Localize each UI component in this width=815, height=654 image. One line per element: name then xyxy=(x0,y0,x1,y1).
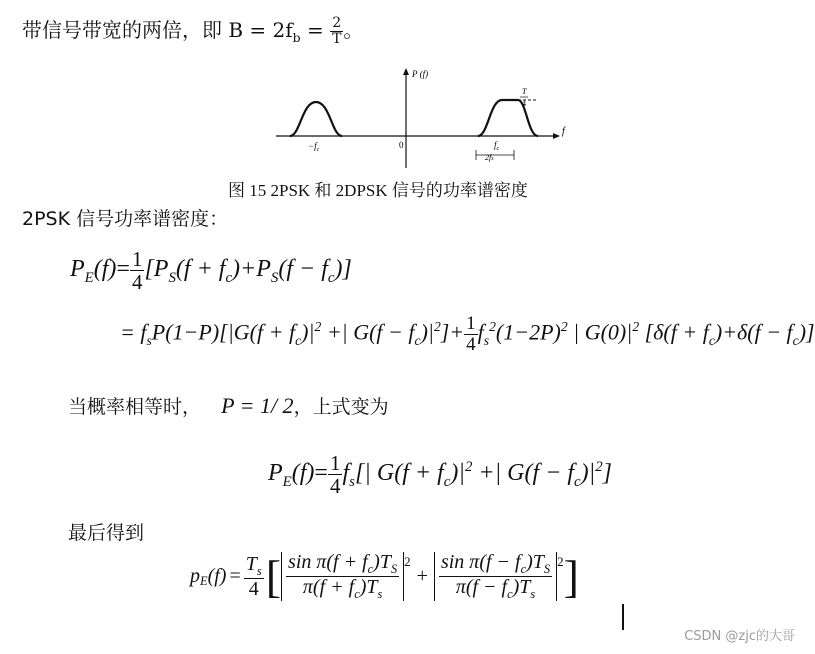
eq3-a-sub: s xyxy=(349,473,355,490)
eq4-n1-sub: c xyxy=(367,562,374,576)
eq4-n2b-sub: S xyxy=(543,562,551,576)
eq4-ts-sub: s xyxy=(256,563,262,578)
pos-fc-text: f xyxy=(494,140,497,150)
width-label xyxy=(485,153,494,162)
figure-caption: 图 15 2PSK 和 2DPSK 信号的功率谱密度 xyxy=(228,181,528,200)
condition-formula: P = 1/ 2 xyxy=(221,393,294,418)
eq2-h-sup: 2 xyxy=(560,319,568,335)
condition-prefix: 当概率相等时， xyxy=(68,396,202,418)
neg-fc-sub: c xyxy=(316,147,320,153)
eq2-j: [δ(f + f xyxy=(639,319,709,345)
eq3-c: )| xyxy=(450,460,465,487)
frac-den: T xyxy=(332,31,342,47)
eq3-frac-den: 4 xyxy=(329,474,341,499)
pos-fc-label xyxy=(494,140,500,152)
eq4-equals: = xyxy=(229,565,241,588)
width-text: 2f xyxy=(485,153,492,162)
bandwidth-formula xyxy=(228,15,343,47)
eq1-fraction xyxy=(130,248,145,293)
neg-fc-label xyxy=(308,141,320,153)
eq3-e: )| xyxy=(580,460,596,487)
formula-part: B = 2f xyxy=(228,18,293,42)
peak-num: T xyxy=(522,87,527,96)
eq4-d2: π(f − f xyxy=(455,576,508,599)
eq1-rhs-sub4: c xyxy=(327,269,335,286)
fraction xyxy=(330,16,343,46)
eq2-a: = f xyxy=(120,319,147,345)
peak-den: 4 xyxy=(522,99,526,108)
final-label: 最后得到 xyxy=(68,522,145,544)
eq1-rhs-c: )+P xyxy=(232,256,271,283)
eq4-n2: sin π(f − f xyxy=(440,551,521,573)
eq3-d: +| G(f − f xyxy=(472,460,575,487)
eq1-rhs-a: [P xyxy=(144,256,169,283)
eq3-e-sup: 2 xyxy=(595,459,603,476)
eq1-equals: = xyxy=(116,256,130,283)
neg-fc-text: −f xyxy=(308,141,317,151)
origin-label: 0 xyxy=(399,140,404,150)
eq4-prefactor xyxy=(244,554,264,600)
eq3-lhs-sub: E xyxy=(282,473,292,490)
eq2-i-sup: 2 xyxy=(632,319,640,335)
eq4-ts: T xyxy=(245,552,257,575)
x-axis-label: f xyxy=(562,126,565,137)
eq4-frac1-den xyxy=(301,577,384,601)
eq1-lhs-sub: E xyxy=(84,269,94,286)
eq4-lhs-arg: (f) xyxy=(207,565,227,588)
eq4-d1: π(f + f xyxy=(302,576,355,599)
eq2-frac-den: 4 xyxy=(466,333,476,355)
eq4-d2-sub: c xyxy=(507,587,513,602)
eq2-c-sup: 2 xyxy=(314,319,322,335)
eq2-frac-num: 1 xyxy=(466,313,476,334)
eq2-h: (1−2P) xyxy=(495,319,561,345)
eq2-c: )| xyxy=(301,319,315,345)
eq4-lhs: p xyxy=(190,565,200,588)
eq3-frac-num: 1 xyxy=(329,451,341,475)
equation-psd-equal-prob xyxy=(268,452,612,497)
eq4-plus: + xyxy=(416,565,428,588)
eq4-n2b: )T xyxy=(526,551,544,573)
eq1-rhs-b: (f + f xyxy=(175,256,226,283)
eq1-rhs-e: )] xyxy=(334,256,352,283)
section-heading xyxy=(22,204,228,231)
width-sub: s xyxy=(491,156,494,162)
eq4-prefactor-den: 4 xyxy=(248,577,259,600)
eq4-frac1-num xyxy=(286,552,399,577)
right-lobe xyxy=(478,100,538,136)
eq2-d-sub: c xyxy=(414,332,421,348)
eq2-f: ]+ xyxy=(440,319,465,345)
heading-text: 2PSK 信号功率谱密度： xyxy=(22,208,229,230)
eq4-bracket-right: ] xyxy=(563,550,579,602)
equation-psd-expanded xyxy=(120,314,815,355)
eq4-n2-sub: c xyxy=(520,562,527,576)
eq4-frac1 xyxy=(286,552,399,601)
eq2-e: )| xyxy=(420,319,434,345)
eq4-d1b-sub: s xyxy=(377,587,383,602)
y-axis-label: P (f) xyxy=(412,69,429,79)
eq1-lhs-arg: (f) xyxy=(93,256,117,283)
spectrum-figure xyxy=(270,62,570,174)
eq4-bracket-left: [ xyxy=(265,550,282,602)
intro-end: 。 xyxy=(343,18,364,42)
eq2-l: )] xyxy=(798,319,815,345)
eq2-a-sub: s xyxy=(146,332,152,348)
eq2-k-sub: c xyxy=(792,332,799,348)
eq3-a: f xyxy=(342,460,350,487)
eq1-lhs: P xyxy=(70,256,85,283)
eq3-equals: = xyxy=(314,460,328,487)
eq3-f: ] xyxy=(602,460,613,487)
eq4-d1b: )T xyxy=(359,576,378,599)
eq3-lhs-arg: (f) xyxy=(291,460,315,487)
eq1-rhs-sub3: S xyxy=(270,269,279,286)
eq2-g-sup: 2 xyxy=(489,319,496,335)
eq4-frac2-den xyxy=(454,577,537,601)
watermark: CSDN @zjc的大哥 xyxy=(684,629,795,644)
eq4-sup1: 2 xyxy=(404,554,411,569)
eq2-g-sub: s xyxy=(483,332,490,348)
eq4-n1b: )T xyxy=(373,551,391,573)
left-lobe xyxy=(290,102,342,136)
eq4-d2b-sub: s xyxy=(530,587,536,602)
y-axis-arrow xyxy=(403,68,409,75)
eq4-abs1 xyxy=(281,552,404,601)
eq4-sup2: 2 xyxy=(557,554,564,569)
eq4-frac2-num xyxy=(439,552,552,577)
eq2-fraction xyxy=(464,314,478,355)
eq4-abs2 xyxy=(434,552,557,601)
eq3-fraction xyxy=(328,452,343,497)
eq2-e-sup: 2 xyxy=(433,319,441,335)
eq4-d1-sub: c xyxy=(354,587,360,602)
eq4-n1: sin π(f + f xyxy=(288,551,368,573)
condition-line xyxy=(68,392,389,419)
formula-sub: b xyxy=(292,30,301,45)
equation-psd-final xyxy=(190,552,579,601)
equation-psd-general xyxy=(70,248,352,293)
x-axis-arrow xyxy=(553,133,560,139)
eq1-rhs-sub1: S xyxy=(168,269,176,286)
eq1-frac-num: 1 xyxy=(131,247,143,271)
eq2-k: )+δ(f − f xyxy=(714,319,793,345)
frac-num: 2 xyxy=(332,15,342,32)
eq3-lhs: P xyxy=(268,460,283,487)
text-cursor xyxy=(622,604,624,630)
eq3-b: [| G(f + f xyxy=(354,460,444,487)
eq4-frac2 xyxy=(439,552,552,601)
eq3-c-sup: 2 xyxy=(464,459,473,476)
eq2-i: | G(0)| xyxy=(567,319,633,345)
eq2-g: f xyxy=(477,319,484,345)
eq3-d-sub: c xyxy=(574,473,581,490)
eq4-prefactor-num xyxy=(244,554,264,579)
condition-suffix: ，上式变为 xyxy=(293,396,389,418)
eq1-rhs-sub2: c xyxy=(225,269,233,286)
eq1-rhs-d: (f − f xyxy=(278,256,328,283)
formula-eq: = xyxy=(300,18,331,42)
pos-fc-sub: c xyxy=(496,146,500,152)
eq1-frac-den: 4 xyxy=(131,270,143,295)
eq2-b: P(1−P)[|G(f + f xyxy=(151,319,296,345)
eq4-n1b-sub: S xyxy=(390,562,398,576)
eq2-d: +| G(f − f xyxy=(321,319,415,345)
intro-line xyxy=(22,14,363,47)
eq3-b-sub: c xyxy=(443,473,451,490)
eq4-lhs-sub: E xyxy=(200,574,208,589)
eq2-j-sub: c xyxy=(708,332,715,348)
eq2-b-sub: c xyxy=(295,332,302,348)
intro-text: 带信号带宽的两倍，即 xyxy=(22,18,229,42)
eq4-d2b: )T xyxy=(512,576,531,599)
